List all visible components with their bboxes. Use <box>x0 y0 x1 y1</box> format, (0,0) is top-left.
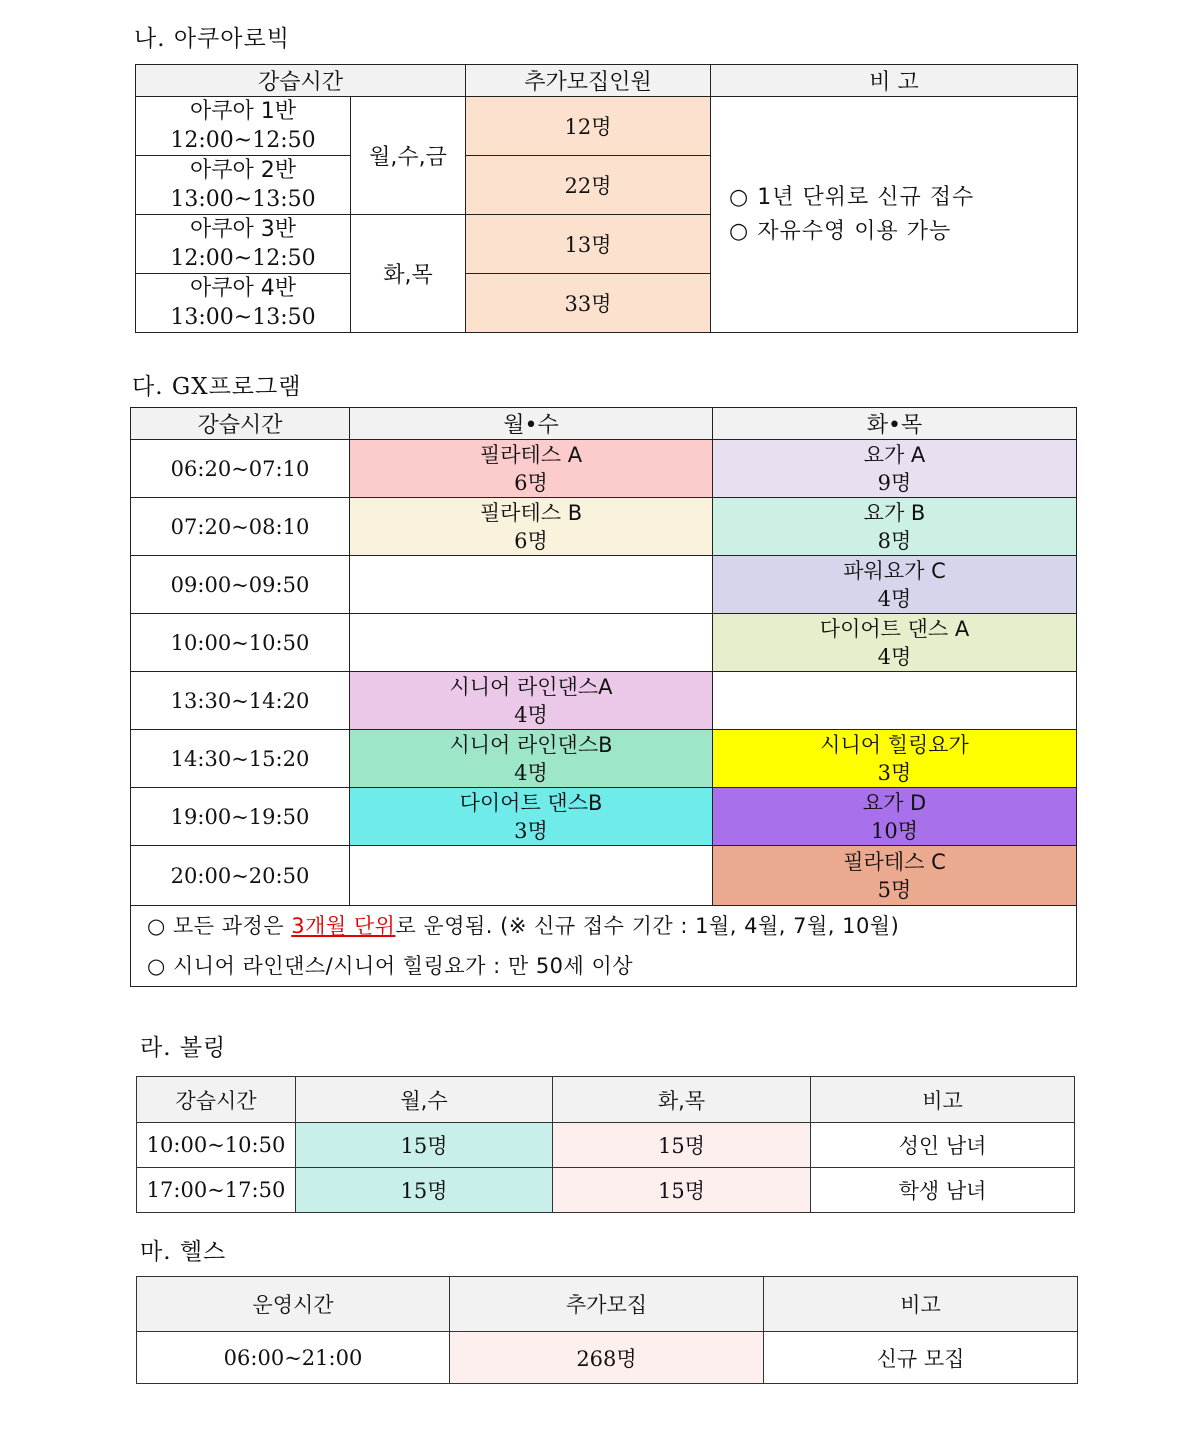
aqua-class-time: 12:00~12:50 <box>170 128 316 153</box>
aqua-header-count: 추가모집인원 <box>466 65 711 97</box>
bowling-header-note: 비고 <box>811 1077 1075 1123</box>
gx-program-count: 4명 <box>514 702 548 727</box>
gx-program-cell-empty <box>350 556 713 614</box>
aqua-class-cell <box>136 97 351 156</box>
aqua-class-cell <box>136 156 351 215</box>
gx-program-count: 4명 <box>877 644 912 669</box>
aqua-note-item: ○ 1년 단위로 신규 접수 <box>729 184 975 210</box>
aqua-days-tt: 화,목 <box>351 215 466 333</box>
gx-header-time: 강습시간 <box>131 408 350 440</box>
bowling-header-time: 강습시간 <box>137 1077 296 1123</box>
gx-time: 09:00~09:50 <box>131 556 350 614</box>
health-header-time: 운영시간 <box>137 1277 450 1332</box>
gx-time: 07:20~08:10 <box>131 498 350 556</box>
gx-note-1 <box>147 906 1076 946</box>
aqua-count: 12명 <box>466 97 711 156</box>
gx-program-count: 5명 <box>877 877 912 902</box>
aqua-class-name: 아쿠아 4반 <box>190 276 296 301</box>
gx-time: 20:00~20:50 <box>131 846 350 906</box>
gx-notes <box>131 906 1077 987</box>
aqua-class-time: 13:00~13:50 <box>170 187 316 212</box>
aqua-section-title: 나. 아쿠아로빅 <box>134 26 290 52</box>
bowling-time: 17:00~17:50 <box>137 1168 296 1213</box>
gx-program-cell <box>350 672 713 730</box>
gx-program-name: 시니어 라인댄스A <box>449 674 613 699</box>
gx-note-1-highlight: 3개월 단위 <box>291 914 396 938</box>
gx-program-count: 4명 <box>514 760 548 785</box>
bowling-count-tt: 15명 <box>553 1168 811 1213</box>
gx-program-count: 9명 <box>877 470 912 495</box>
gx-note-1-pre: ○ 모든 과정은 <box>147 914 292 938</box>
bowling-count-mw: 15명 <box>296 1168 553 1213</box>
aqua-count: 22명 <box>466 156 711 215</box>
gx-program-name: 파워요가 C <box>843 558 946 583</box>
bowling-count-tt: 15명 <box>553 1123 811 1168</box>
health-count: 268명 <box>450 1332 764 1384</box>
gx-note-1-post: 로 운영됨. (※ 신규 접수 기간 : 1월, 4월, 7월, 10월) <box>395 914 900 938</box>
gx-program-count: 8명 <box>877 528 912 553</box>
aqua-days-mwf: 월,수,금 <box>351 97 466 215</box>
gx-time: 10:00~10:50 <box>131 614 350 672</box>
gx-program-count: 4명 <box>877 586 912 611</box>
gx-program-cell-empty <box>713 672 1077 730</box>
gx-program-cell <box>713 440 1077 498</box>
gx-time: 19:00~19:50 <box>131 788 350 846</box>
gx-program-count: 6명 <box>514 528 548 553</box>
gx-program-cell <box>713 788 1077 846</box>
gx-program-name: 요가 D <box>862 790 927 815</box>
gx-program-count: 10명 <box>870 818 918 843</box>
aqua-class-cell <box>136 215 351 274</box>
gx-program-name: 필라테스 A <box>479 442 583 467</box>
gx-section-title: 다. GX프로그램 <box>132 374 302 400</box>
aqua-class-time: 12:00~12:50 <box>170 246 316 271</box>
gx-program-name: 필라테스 C <box>843 849 946 874</box>
gx-program-cell <box>350 440 713 498</box>
gx-program-count: 3명 <box>514 818 548 843</box>
aqua-class-cell <box>136 274 351 333</box>
gx-program-name: 다이어트 댄스B <box>459 790 603 815</box>
aqua-class-name: 아쿠아 1반 <box>190 99 296 124</box>
bowling-count-mw: 15명 <box>296 1123 553 1168</box>
gx-program-cell <box>713 614 1077 672</box>
gx-program-cell <box>713 498 1077 556</box>
health-note: 신규 모집 <box>764 1332 1078 1384</box>
health-time: 06:00~21:00 <box>137 1332 450 1384</box>
bowling-note: 성인 남녀 <box>811 1123 1075 1168</box>
health-header-count: 추가모집 <box>450 1277 764 1332</box>
gx-program-cell <box>713 730 1077 788</box>
gx-program-name: 시니어 라인댄스B <box>449 732 613 757</box>
gx-note-2: ○ 시니어 라인댄스/시니어 힐링요가 : 만 50세 이상 <box>147 954 634 978</box>
health-table <box>136 1276 1078 1384</box>
aqua-class-name: 아쿠아 2반 <box>190 158 296 183</box>
aqua-table <box>135 64 1078 333</box>
aqua-note-item: ○ 자유수영 이용 가능 <box>729 218 952 244</box>
gx-time: 13:30~14:20 <box>131 672 350 730</box>
gx-program-name: 요가 A <box>863 442 926 467</box>
gx-program-cell <box>713 846 1077 906</box>
gx-program-count: 6명 <box>514 470 548 495</box>
gx-program-cell-empty <box>350 846 713 906</box>
gx-program-cell <box>350 498 713 556</box>
bowling-section-title: 라. 볼링 <box>140 1035 227 1061</box>
gx-program-name: 다이어트 댄스 A <box>819 616 970 641</box>
aqua-count: 33명 <box>466 274 711 333</box>
aqua-count: 13명 <box>466 215 711 274</box>
bowling-header-mw: 월,수 <box>296 1077 553 1123</box>
gx-header-mw: 월•수 <box>350 408 713 440</box>
aqua-note-cell <box>711 97 1078 333</box>
gx-time: 06:20~07:10 <box>131 440 350 498</box>
gx-program-name: 필라테스 B <box>479 500 583 525</box>
aqua-class-name: 아쿠아 3반 <box>190 217 296 242</box>
gx-program-name: 요가 B <box>863 500 926 525</box>
bowling-table <box>136 1076 1075 1213</box>
aqua-header-time: 강습시간 <box>136 65 466 97</box>
gx-program-cell-empty <box>350 614 713 672</box>
health-header-note: 비고 <box>764 1277 1078 1332</box>
aqua-header-note: 비 고 <box>711 65 1078 97</box>
gx-program-count: 3명 <box>877 760 912 785</box>
gx-program-cell <box>350 730 713 788</box>
bowling-header-tt: 화,목 <box>553 1077 811 1123</box>
gx-time: 14:30~15:20 <box>131 730 350 788</box>
gx-table <box>130 407 1077 987</box>
aqua-class-time: 13:00~13:50 <box>170 305 316 330</box>
gx-program-cell <box>713 556 1077 614</box>
gx-program-name: 시니어 힐링요가 <box>820 732 969 757</box>
gx-header-tt: 화•목 <box>713 408 1077 440</box>
gx-program-cell <box>350 788 713 846</box>
health-section-title: 마. 헬스 <box>140 1239 227 1265</box>
bowling-note: 학생 남녀 <box>811 1168 1075 1213</box>
bowling-time: 10:00~10:50 <box>137 1123 296 1168</box>
